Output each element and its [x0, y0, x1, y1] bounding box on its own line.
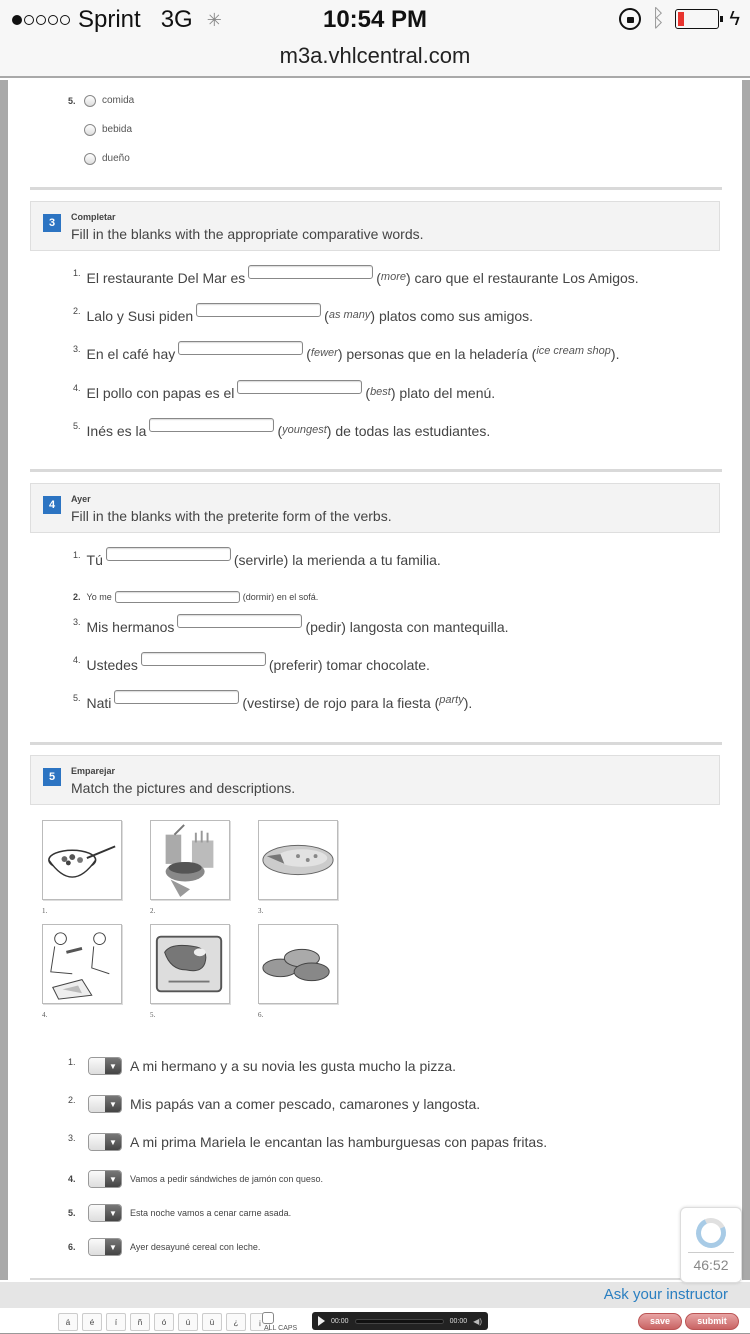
- answer-input[interactable]: [248, 265, 373, 279]
- audio-current-time: 00:00: [331, 1317, 349, 1325]
- char-button[interactable]: ñ: [130, 1313, 150, 1331]
- carrier-name: Sprint: [78, 6, 141, 33]
- picture-label: 4.: [42, 1011, 48, 1019]
- timer-remaining: 46:52: [693, 1257, 729, 1273]
- question-5-options: [68, 86, 134, 173]
- answer-input[interactable]: [141, 652, 266, 666]
- question-number: 4.: [73, 655, 81, 665]
- bluetooth-icon: ᛒ: [651, 5, 666, 32]
- match-text: A mi prima Mariela le encantan las hamburguesas con papas fritas.: [130, 1134, 548, 1150]
- question-text: Ustedes: [86, 657, 138, 673]
- section-title: Completar: [71, 212, 116, 222]
- section-title: Emparejar: [71, 766, 116, 776]
- question-row: 3. En el café hay ($^{fewer}$) personas que en la heladería ( ice cream shop ).: [73, 346, 619, 362]
- section-number-badge: 5: [43, 768, 61, 786]
- chevron-down-icon: ▼: [105, 1058, 121, 1074]
- match-row: [68, 1170, 323, 1188]
- radio-button[interactable]: [84, 153, 96, 165]
- question-text: (preferir) tomar chocolate.: [268, 657, 430, 673]
- chevron-down-icon: ▼: [105, 1205, 121, 1221]
- match-dropdown[interactable]: [88, 1170, 122, 1188]
- question-text: platos como sus amigos.: [378, 308, 534, 324]
- match-text: Esta noche vamos a cenar carne asada.: [130, 1208, 292, 1218]
- question-row: [73, 657, 430, 673]
- all-caps-toggle[interactable]: [262, 1312, 298, 1332]
- question-text: Tú: [86, 552, 103, 568]
- section-number-badge: 4: [43, 496, 61, 514]
- match-dropdown[interactable]: [88, 1204, 122, 1222]
- activity-content: [8, 80, 742, 1280]
- picture-label: 1.: [42, 907, 48, 915]
- couple-eating-pizza-image: [42, 924, 122, 1004]
- answer-input[interactable]: [196, 303, 321, 317]
- option-row[interactable]: [68, 86, 134, 115]
- match-dropdown[interactable]: [88, 1133, 122, 1151]
- address-bar[interactable]: [0, 40, 750, 78]
- timer-progress-icon: [692, 1214, 730, 1252]
- question-text: Inés es la: [86, 423, 147, 439]
- char-button[interactable]: á: [58, 1313, 78, 1331]
- chevron-down-icon: ▼: [105, 1171, 121, 1187]
- question-number: 1.: [68, 1057, 76, 1067]
- question-text: personas que en la heladería (: [346, 346, 537, 362]
- section-5-header: [30, 755, 720, 805]
- section-divider: [30, 1278, 722, 1280]
- match-dropdown[interactable]: [88, 1238, 122, 1256]
- question-number: 6.: [68, 1242, 76, 1252]
- section-divider: [30, 187, 722, 190]
- network-type: 3G: [160, 6, 193, 33]
- timer-widget[interactable]: [680, 1207, 742, 1283]
- hint-text: best: [370, 386, 391, 398]
- question-text: Nati: [86, 695, 112, 711]
- answer-input[interactable]: [178, 341, 303, 355]
- radio-button[interactable]: [84, 124, 96, 136]
- chevron-down-icon: ▼: [105, 1239, 121, 1255]
- char-button[interactable]: ¡: [250, 1313, 270, 1331]
- question-number: 4.: [73, 383, 81, 393]
- picture-label: 5.: [150, 1011, 156, 1019]
- page-gutter-right: [742, 80, 750, 1280]
- question-row: 1. El restaurante Del Mar es ($^{more}$) caro que el restaurante Los Amigos.: [73, 270, 639, 286]
- volume-icon[interactable]: ◀): [473, 1316, 482, 1326]
- option-row[interactable]: [68, 144, 134, 173]
- match-text: A mi hermano y a su novia les gusta mucho la pizza.: [130, 1058, 457, 1074]
- match-dropdown[interactable]: [88, 1057, 122, 1075]
- char-button[interactable]: é: [82, 1313, 102, 1331]
- ask-instructor-link[interactable]: Ask your instructor: [603, 1286, 728, 1303]
- section-instructions: Fill in the blanks with the appropriate comparative words.: [71, 226, 424, 242]
- question-number: 5.: [68, 95, 76, 106]
- hint-text: fewer: [310, 347, 338, 359]
- status-bar: [0, 0, 750, 40]
- match-row: [68, 1204, 291, 1222]
- answer-input[interactable]: [177, 614, 302, 628]
- match-row: [68, 1133, 547, 1151]
- question-text: Mis hermanos: [86, 619, 175, 635]
- answer-input[interactable]: [106, 547, 231, 561]
- question-text: de todas las estudiantes.: [335, 423, 491, 439]
- clock: 10:54 PM: [322, 6, 428, 33]
- question-number: 5.: [68, 1208, 76, 1218]
- question-number: 3.: [73, 617, 81, 627]
- question-text: caro que el restaurante Los Amigos.: [414, 270, 639, 286]
- section-divider: [30, 469, 722, 472]
- question-text: (dormir) en el sofá.: [242, 592, 319, 602]
- ask-bar: [0, 1282, 750, 1308]
- section-title: Ayer: [71, 494, 91, 504]
- submit-button[interactable]: submit: [685, 1313, 739, 1330]
- steak-tray-image: [150, 924, 230, 1004]
- hint-text: party: [439, 694, 464, 706]
- battery-icon: [675, 9, 719, 29]
- question-number: 5.: [73, 421, 81, 431]
- section-divider: [30, 742, 722, 745]
- answer-input[interactable]: [149, 418, 274, 432]
- question-row: 5. Inés es la ($^{youngest}$) de todas las estudiantes.: [73, 423, 490, 439]
- question-number: 3.: [68, 1133, 76, 1143]
- match-text: Vamos a pedir sándwiches de jamón con queso.: [130, 1174, 323, 1184]
- question-text: En el café hay: [86, 346, 176, 362]
- seafood-platter-image: [258, 820, 338, 900]
- match-text: Mis papás van a comer pescado, camarones y langosta.: [130, 1096, 481, 1112]
- match-row: [68, 1057, 456, 1075]
- char-button[interactable]: ü: [202, 1313, 222, 1331]
- question-text: (servirle) la merienda a tu familia.: [233, 552, 441, 568]
- activity-spinner-icon: ✳: [206, 9, 222, 30]
- hint-text: more: [380, 271, 406, 283]
- special-characters: [58, 1313, 270, 1331]
- chevron-down-icon: ▼: [105, 1096, 121, 1112]
- audio-total-time: 00:00: [449, 1317, 468, 1325]
- url-text: m3a.vhlcentral.com: [279, 43, 471, 68]
- option-label: bebida: [102, 124, 133, 135]
- chevron-down-icon: ▼: [105, 1134, 121, 1150]
- question-row: 2. Lalo y Susi piden ($^{as many}$) platos como sus amigos.: [73, 308, 533, 324]
- question-number: 2.: [73, 306, 81, 316]
- audio-player: [312, 1312, 488, 1330]
- section-3-header: [30, 201, 720, 251]
- char-button[interactable]: í: [106, 1313, 126, 1331]
- question-row: [73, 552, 441, 568]
- section-instructions: Match the pictures and descriptions.: [71, 780, 296, 796]
- answer-input[interactable]: [115, 591, 240, 603]
- char-button[interactable]: ¿: [226, 1313, 246, 1331]
- toolbar: [0, 1308, 750, 1334]
- question-text: (vestirse) de rojo para la fiesta (: [242, 695, 440, 711]
- answer-input[interactable]: [237, 380, 362, 394]
- picture-label: 6.: [258, 1011, 264, 1019]
- picture-label: 3.: [258, 907, 264, 915]
- save-button[interactable]: save: [638, 1313, 682, 1330]
- question-text: plato del menú.: [399, 385, 496, 401]
- question-text: (pedir) langosta con mantequilla.: [305, 619, 509, 635]
- charging-icon: ϟ: [729, 7, 740, 30]
- hint-text: as many: [328, 309, 371, 321]
- radio-button[interactable]: [84, 95, 96, 107]
- rotation-lock-icon: [619, 8, 641, 30]
- question-number: 5.: [73, 693, 81, 703]
- section-4-header: [30, 483, 720, 533]
- question-number: 3.: [73, 344, 81, 354]
- picture-label: 2.: [150, 907, 156, 915]
- hint-text: ice cream shop: [536, 345, 611, 357]
- match-text: Ayer desayuné cereal con leche.: [130, 1242, 261, 1252]
- question-text: El restaurante Del Mar es: [86, 270, 246, 286]
- question-row: 4. El pollo con papas es el ($^{best}$) plato del menú.: [73, 385, 495, 401]
- question-row: [73, 695, 472, 711]
- question-number: 2.: [68, 1095, 76, 1105]
- all-caps-label: ALL CAPS: [264, 1325, 298, 1332]
- cereal-bowl-image: [42, 820, 122, 900]
- match-dropdown[interactable]: [88, 1095, 122, 1113]
- match-row: [68, 1095, 480, 1113]
- all-caps-checkbox[interactable]: [262, 1312, 274, 1324]
- question-text: Lalo y Susi piden: [86, 308, 194, 324]
- section-instructions: Fill in the blanks with the preterite form of the verbs.: [71, 508, 392, 524]
- option-row[interactable]: [68, 115, 134, 144]
- answer-input[interactable]: [114, 690, 239, 704]
- play-icon[interactable]: [318, 1316, 325, 1326]
- page-gutter-left: [0, 80, 8, 1280]
- question-row: [73, 591, 318, 603]
- section-number-badge: 3: [43, 214, 61, 232]
- question-number: 1.: [73, 550, 81, 560]
- question-number: 4.: [68, 1174, 76, 1184]
- option-label: comida: [102, 95, 135, 106]
- sandwiches-image: [258, 924, 338, 1004]
- question-number: 1.: [73, 268, 81, 278]
- match-row: [68, 1238, 260, 1256]
- question-row: [73, 619, 509, 635]
- question-number: 2.: [73, 592, 81, 602]
- question-text: Yo me: [86, 592, 112, 602]
- char-button[interactable]: ó: [154, 1313, 174, 1331]
- hint-text: youngest: [282, 424, 327, 436]
- char-button[interactable]: ú: [178, 1313, 198, 1331]
- question-text: El pollo con papas es el: [86, 385, 235, 401]
- option-label: dueño: [102, 153, 130, 164]
- audio-seek-bar[interactable]: [355, 1319, 444, 1324]
- question-text: ).: [463, 695, 473, 711]
- question-text: ).: [610, 346, 620, 362]
- burger-fries-soda-image: [150, 820, 230, 900]
